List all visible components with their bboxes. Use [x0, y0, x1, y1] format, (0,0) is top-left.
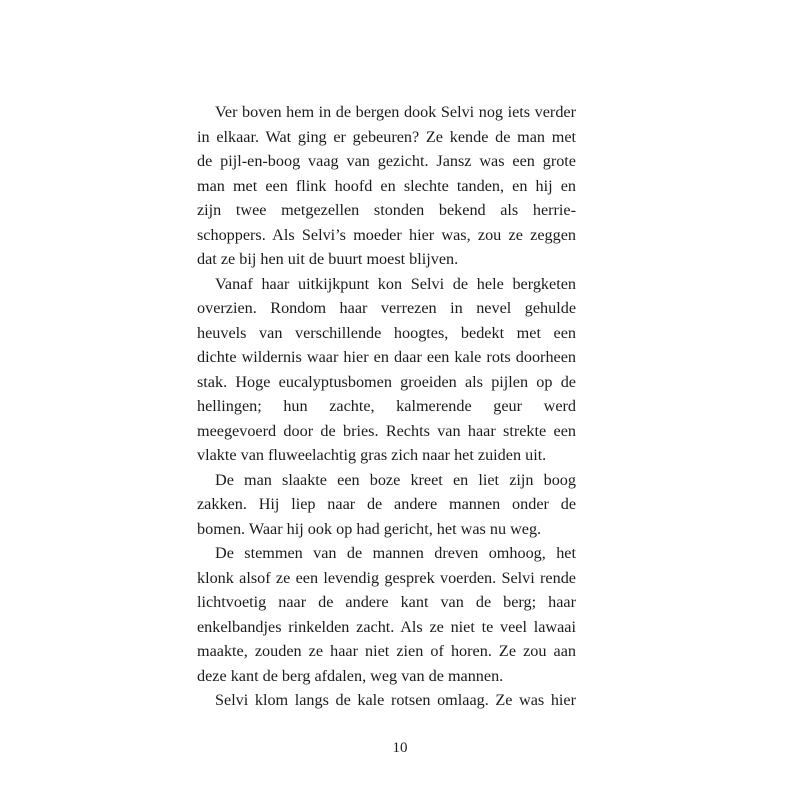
paragraph-5: [197, 688, 576, 713]
text-line: zakken. Hij liep naar de andere mannen onder de: [197, 495, 576, 513]
paragraph-4: [197, 541, 576, 688]
text-line: de pijl-en-boog vaag van gezicht. Jansz was een grote: [197, 152, 576, 170]
text-line: lichtvoetig naar de andere kant van de berg; haar: [197, 593, 576, 611]
text-line: bomen. Waar hij ook op had gericht, het was nu weg.: [197, 519, 542, 538]
text-line: deze kant de berg afdalen, weg van de mannen.: [197, 666, 504, 685]
text-line: man met een flink hoofd en slechte tanden, en hij en: [197, 176, 576, 195]
text-line: Ver boven hem in de bergen dook Selvi nog iets verder: [215, 103, 576, 121]
text-line: dichte wildernis waar hier en daar een kale rots doorheen: [197, 348, 576, 366]
page-number: 10: [392, 740, 408, 756]
text-line: Vanaf haar uitkijkpunt kon Selvi de hele bergketen: [215, 274, 576, 293]
body-text: [197, 100, 576, 713]
text-line: zijn twee metgezellen stonden bekend als herrie-: [197, 201, 576, 219]
text-line: stak. Hoge eucalyptusbomen groeiden als pijlen op de: [197, 372, 576, 391]
paragraph-1: [197, 100, 576, 272]
text-line: meegevoerd door de bries. Rechts van haar strekte een: [197, 421, 576, 440]
text-line: vlakte van fluweelachtig gras zich naar het zuiden uit.: [197, 446, 547, 464]
paragraph-2: [197, 272, 576, 468]
text-line: dat ze bij hen uit de buurt moest blijven.: [197, 250, 459, 268]
text-line: De man slaakte een boze kreet en liet zijn boog: [215, 470, 576, 489]
text-line: De stemmen van de mannen dreven omhoog, het: [215, 544, 576, 562]
text-line: heuvels van verschillende hoogtes, bedekt met een: [197, 323, 576, 342]
text-line: hellingen; hun zachte, kalmerende geur werd: [197, 397, 576, 415]
paragraph-3: [197, 468, 576, 542]
text-line: overzien. Rondom haar verrezen in nevel gehulde: [197, 299, 576, 317]
text-line: enkelbandjes rinkelden zacht. Als ze niet te veel lawaai: [197, 617, 576, 636]
text-line: Selvi klom langs de kale rotsen omlaag. Ze was hier: [215, 691, 576, 709]
text-line: schoppers. Als Selvi’s moeder hier was, zou ze zeggen: [197, 225, 576, 244]
text-line: in elkaar. Wat ging er gebeuren? Ze kende de man met: [197, 127, 576, 146]
text-line: klonk alsof ze een levendig gesprek voerden. Selvi rende: [197, 568, 576, 587]
text-line: maakte, zouden ze haar niet zien of horen. Ze zou aan: [197, 642, 576, 660]
